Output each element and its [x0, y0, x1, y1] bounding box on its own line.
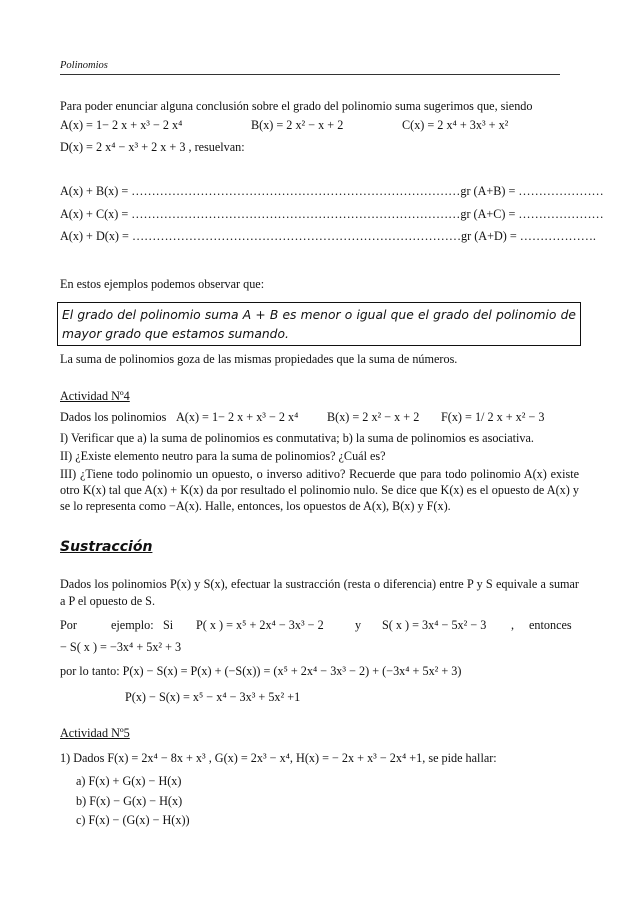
- header-rule: [60, 74, 560, 75]
- example-word-si: Si: [163, 618, 174, 632]
- polynomial-b: B(x) = 2 x² − x + 2: [251, 118, 344, 132]
- rule-box-text: El grado del polinomio suma A + B es menor o igual que el grado del polinomio de mayor grado que estamos sumando.: [62, 308, 576, 341]
- activity5-item-b: b) F(x) − G(x) − H(x): [76, 794, 183, 808]
- polynomial-a: A(x) = 1− 2 x + x³ − 2 x⁴: [60, 118, 183, 132]
- intro-line: Para poder enunciar alguna conclusión sobre el grado del polinomio suma sugerimos que, siendo: [60, 99, 533, 113]
- activity4-polynomial-f: F(x) = 1/ 2 x + x² − 3: [441, 410, 545, 424]
- exercise-a-plus-c: A(x) + C(x) = ………………………………………………………………………gr (A+C) = …………………: [60, 207, 604, 221]
- example-comma: ,: [511, 618, 515, 632]
- exercise-a-plus-d: A(x) + D(x) = ………………………………………………………………………gr (A+D) = ……………….: [60, 229, 596, 243]
- subtraction-therefore: por lo tanto: P(x) − S(x) = P(x) + (−S(x)) = (x⁵ + 2x⁴ − 3x³ − 2) + (−3x⁴ + 5x² + 3): [60, 664, 462, 678]
- exercise-a-plus-b: A(x) + B(x) = ………………………………………………………………………gr (A+B) = …………………: [60, 184, 604, 198]
- negative-s: − S( x ) = −3x⁴ + 5x² + 3: [60, 640, 182, 654]
- example-word-y: y: [355, 618, 362, 632]
- activity5-item-a: a) F(x) + G(x) − H(x): [76, 774, 182, 788]
- activity4-item-3: III) ¿Tiene todo polinomio un opuesto, o inverso aditivo? Recuerde que para todo polinomio A(x) existe otro K(x) tal que A(x) + K(x) da por resultado el polinomio nulo. Se dice que K(x) es el opuesto de A(x) y se lo representa como −A(x). Halle, entonces, los opuestos de A(x), B(x) y F(x).: [60, 467, 579, 513]
- observe-text: En estos ejemplos podemos observar que:: [60, 277, 265, 291]
- polynomial-d: D(x) = 2 x⁴ − x³ + 2 x + 3 , resuelvan:: [60, 140, 245, 154]
- activity5-item-c: c) F(x) − (G(x) − H(x)): [76, 813, 190, 827]
- activity4-prefix: Dados los polinomios: [60, 410, 167, 424]
- activity5-title: Actividad Nº5: [60, 726, 130, 740]
- subtraction-result: P(x) − S(x) = x⁵ − x⁴ − 3x³ + 5x² +1: [125, 690, 301, 704]
- polynomial-c: C(x) = 2 x⁴ + 3x³ + x²: [402, 118, 509, 132]
- example-word-por: Por: [60, 618, 77, 632]
- rule-box: [57, 302, 581, 346]
- polynomial-p: P( x ) = x⁵ + 2x⁴ − 3x³ − 2: [196, 618, 324, 632]
- section-title-subtraction: Sustracción: [60, 539, 153, 555]
- page-header-title: Polinomios: [60, 60, 108, 71]
- example-word-ejemplo: ejemplo:: [111, 618, 154, 632]
- properties-text: La suma de polinomios goza de las mismas propiedades que la suma de números.: [60, 352, 458, 366]
- example-word-entonces: entonces: [529, 618, 572, 632]
- activity4-item-1: I) Verificar que a) la suma de polinomios es conmutativa; b) la suma de polinomios es asociativa.: [60, 431, 534, 445]
- activity4-polynomial-a: A(x) = 1− 2 x + x³ − 2 x⁴: [176, 410, 299, 424]
- activity4-item-2: II) ¿Existe elemento neutro para la suma de polinomios? ¿Cuál es?: [60, 449, 386, 463]
- subtraction-paragraph: Dados los polinomios P(x) y S(x), efectuar la sustracción (resta o diferencia) entre P y S equivale a sumar a P el opuesto de S.: [60, 577, 579, 608]
- polynomial-s: S( x ) = 3x⁴ − 5x² − 3: [382, 618, 487, 632]
- activity5-line-1: 1) Dados F(x) = 2x⁴ − 8x + x³ , G(x) = 2x³ − x⁴, H(x) = − 2x + x³ − 2x⁴ +1, se pide hallar:: [60, 751, 497, 765]
- activity4-title: Actividad Nº4: [60, 389, 130, 403]
- activity4-polynomial-b: B(x) = 2 x² − x + 2: [327, 410, 420, 424]
